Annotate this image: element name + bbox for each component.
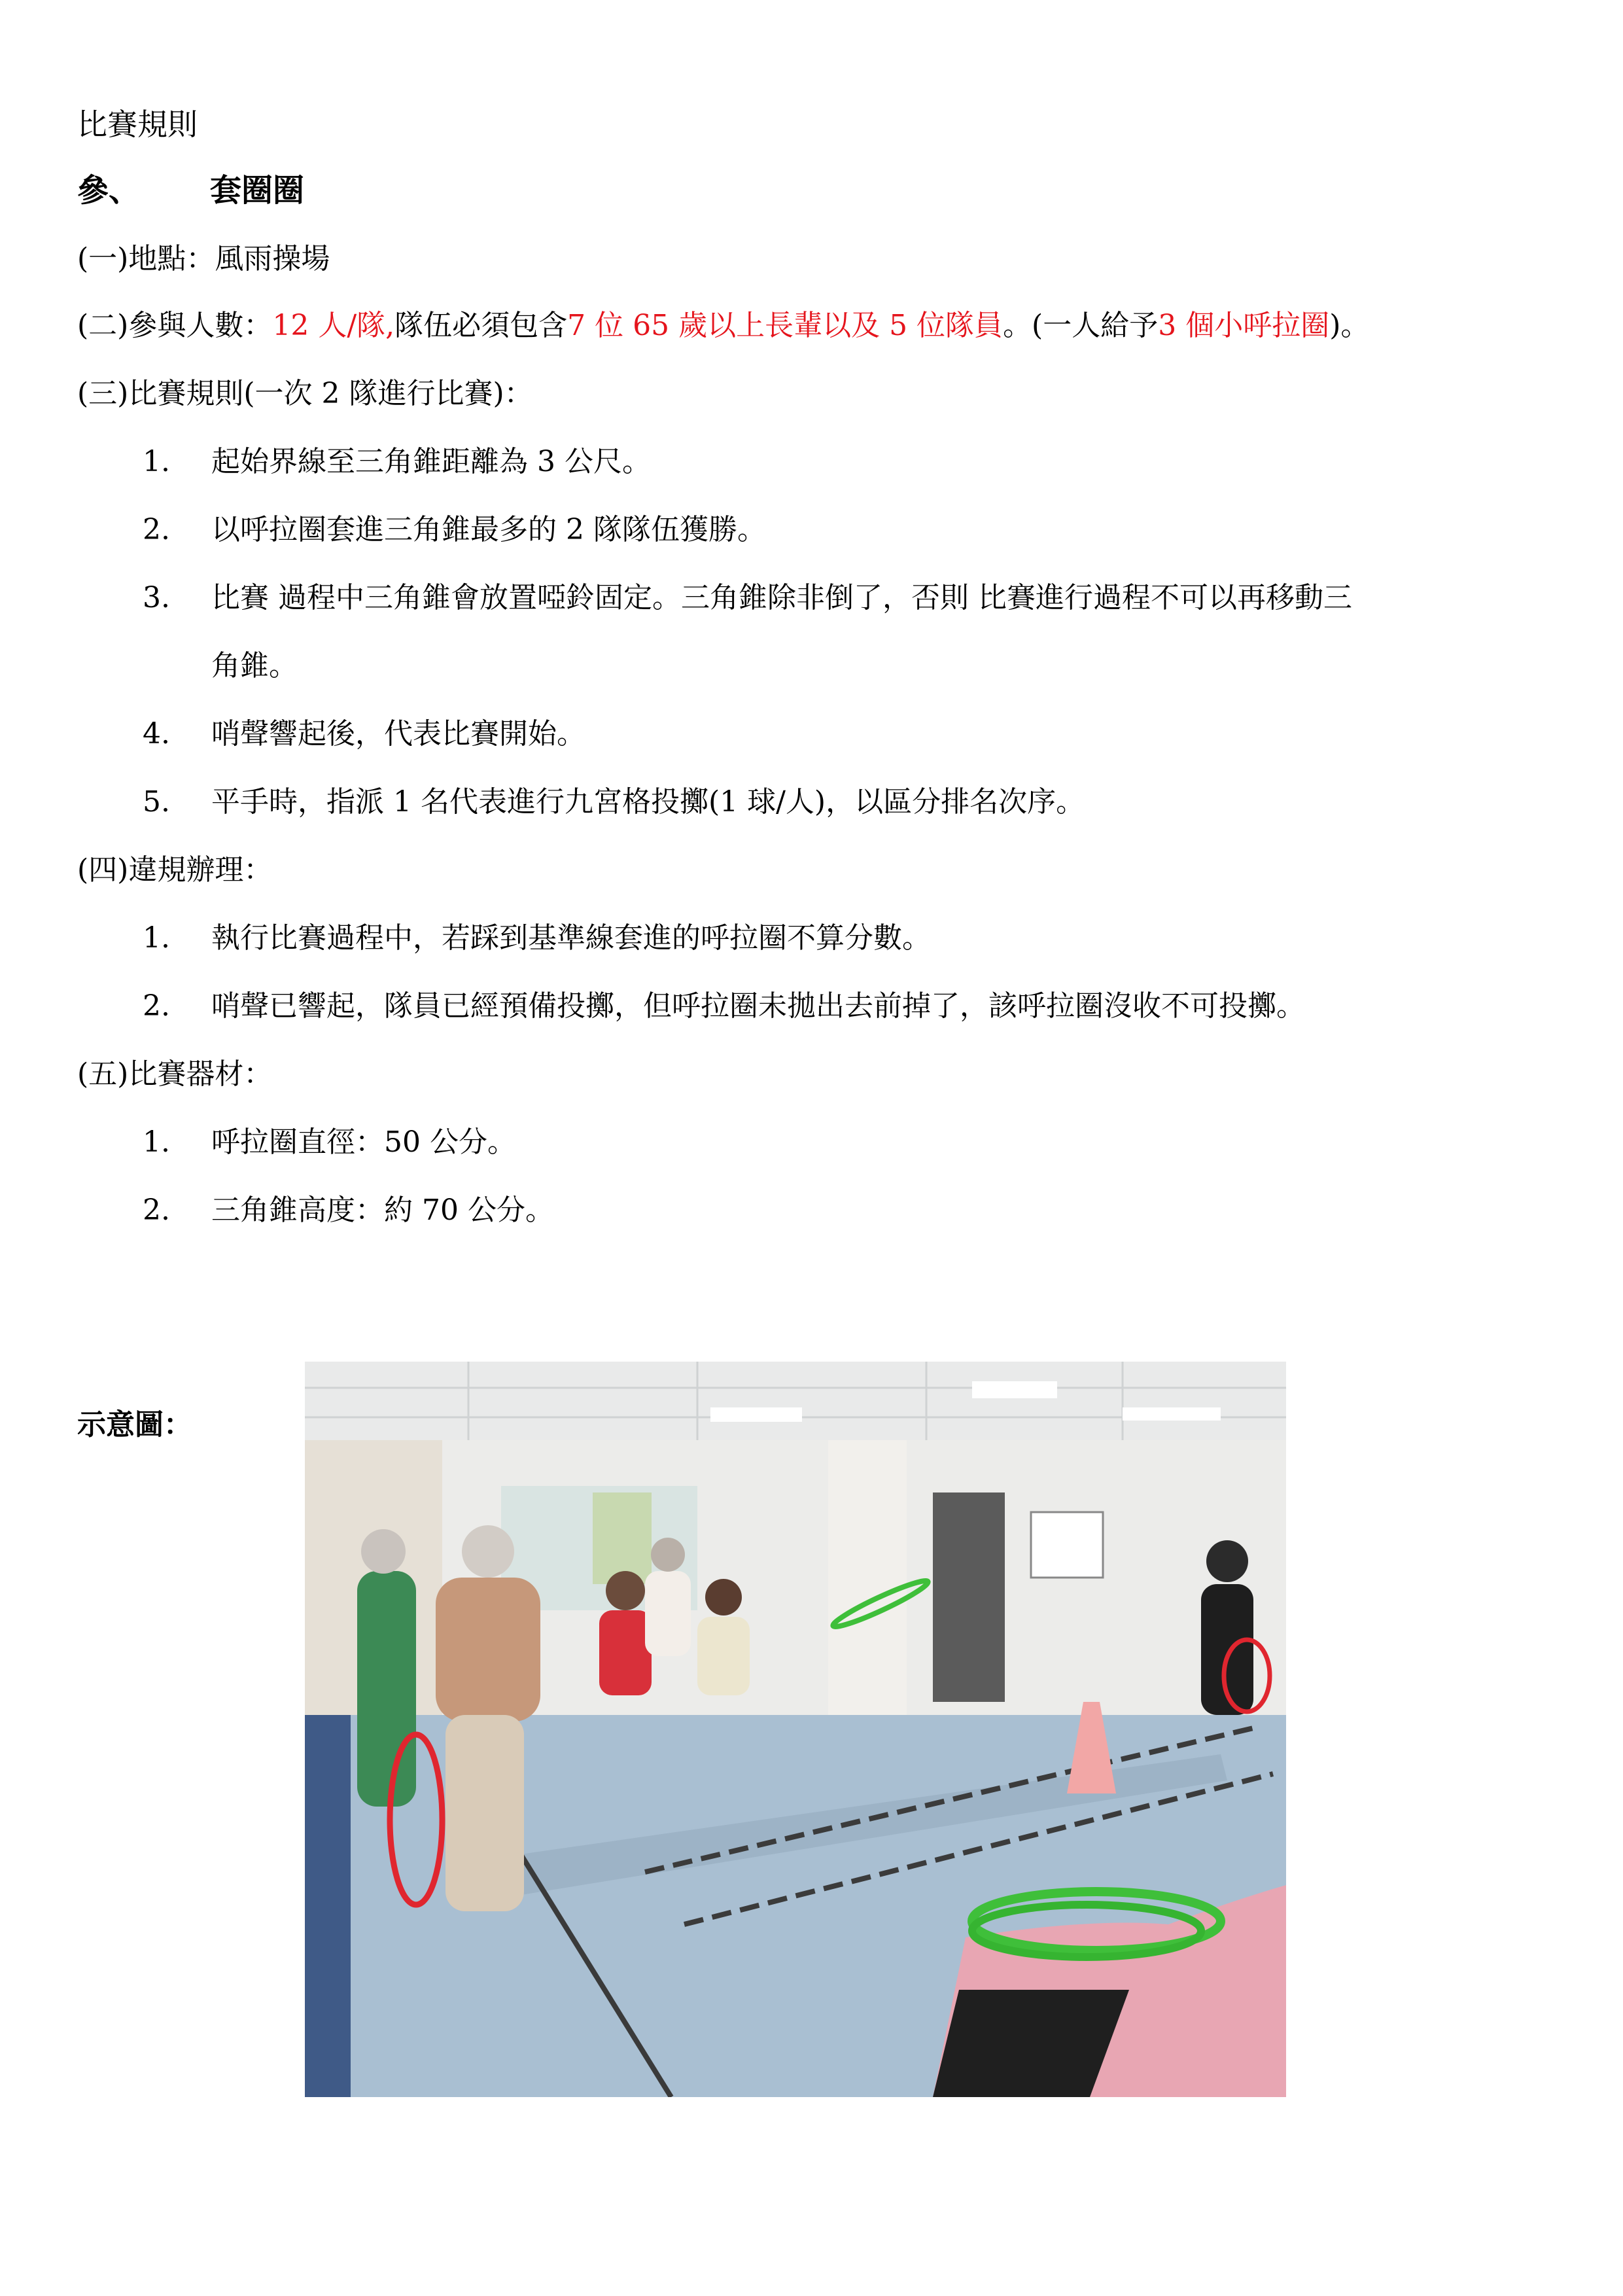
- violation-item: [143, 988, 1305, 1025]
- equipment-text: 三角錐高度：約 70 公分。: [211, 1193, 554, 1227]
- rule-text: 平手時，指派 1 名代表進行九宮格投擲(1 球/人)，以區分排名次序。: [211, 785, 1085, 819]
- team-composition: 7 位 65 歲以上長輩以及 5 位隊員: [567, 309, 1003, 342]
- equipment-number: 1.: [143, 1125, 170, 1159]
- violation-number: 2.: [143, 989, 170, 1023]
- rule-number: 2.: [143, 513, 170, 546]
- violation-text: 執行比賽過程中，若踩到基準線套進的呼拉圈不算分數。: [211, 921, 931, 955]
- equipment-number: 2.: [143, 1193, 170, 1227]
- rule-text: 起始界線至三角錐距離為 3 公尺。: [211, 445, 651, 478]
- document-title: 比賽規則: [77, 107, 198, 142]
- figure-caption: 示意圖：: [77, 1408, 192, 1441]
- rule-item: [143, 784, 1085, 821]
- rule-item: [143, 444, 651, 480]
- equipment-heading: (五)比賽器材：: [77, 1057, 273, 1091]
- rule-number: 1.: [143, 445, 170, 478]
- equipment-item: [143, 1124, 516, 1161]
- rule-item: [143, 580, 1352, 616]
- rule-item: [143, 716, 585, 752]
- rule-text: 以呼拉圈套進三角錐最多的 2 隊隊伍獲勝。: [211, 513, 766, 546]
- rule-text: 哨聲響起後，代表比賽開始。: [211, 717, 585, 751]
- section-title: 套圈圈: [210, 172, 305, 209]
- rules-heading: (三)比賽規則(一次 2 隊進行比賽)：: [77, 377, 533, 410]
- rule-item: [143, 512, 766, 548]
- participants-prefix: (二)參與人數：: [77, 309, 273, 342]
- rule-number: 3.: [143, 581, 170, 614]
- location-line: (一)地點：風雨操場: [77, 242, 330, 275]
- violation-item: [143, 920, 931, 957]
- section-number: 參、: [77, 172, 141, 209]
- violation-number: 1.: [143, 921, 170, 955]
- violations-heading: (四)違規辦理：: [77, 853, 273, 887]
- illustration-photo: [305, 1362, 1286, 2097]
- equipment-text: 呼拉圈直徑：50 公分。: [211, 1125, 516, 1159]
- rule-text-continued: 角錐。: [211, 649, 298, 682]
- participants-mid1: 隊伍必須包含: [394, 309, 568, 342]
- violation-text: 哨聲已響起，隊員已經預備投擲，但呼拉圈未拋出去前掉了，該呼拉圈沒收不可投擲。: [211, 989, 1305, 1023]
- rule-number: 4.: [143, 717, 170, 751]
- hoop-count: 3 個小呼拉圈: [1158, 309, 1330, 342]
- rule-number: 5.: [143, 785, 170, 819]
- participants-mid2: 。(一人給予: [1003, 309, 1159, 342]
- team-size: 12 人/隊,: [272, 309, 395, 342]
- section-heading: [77, 172, 304, 209]
- rule-text: 比賽 過程中三角錐會放置啞鈴固定。三角錐除非倒了，否則 比賽進行過程不可以再移動三: [211, 581, 1352, 614]
- participants-line: [77, 308, 1369, 344]
- equipment-item: [143, 1192, 554, 1229]
- participants-suffix: )。: [1329, 309, 1370, 342]
